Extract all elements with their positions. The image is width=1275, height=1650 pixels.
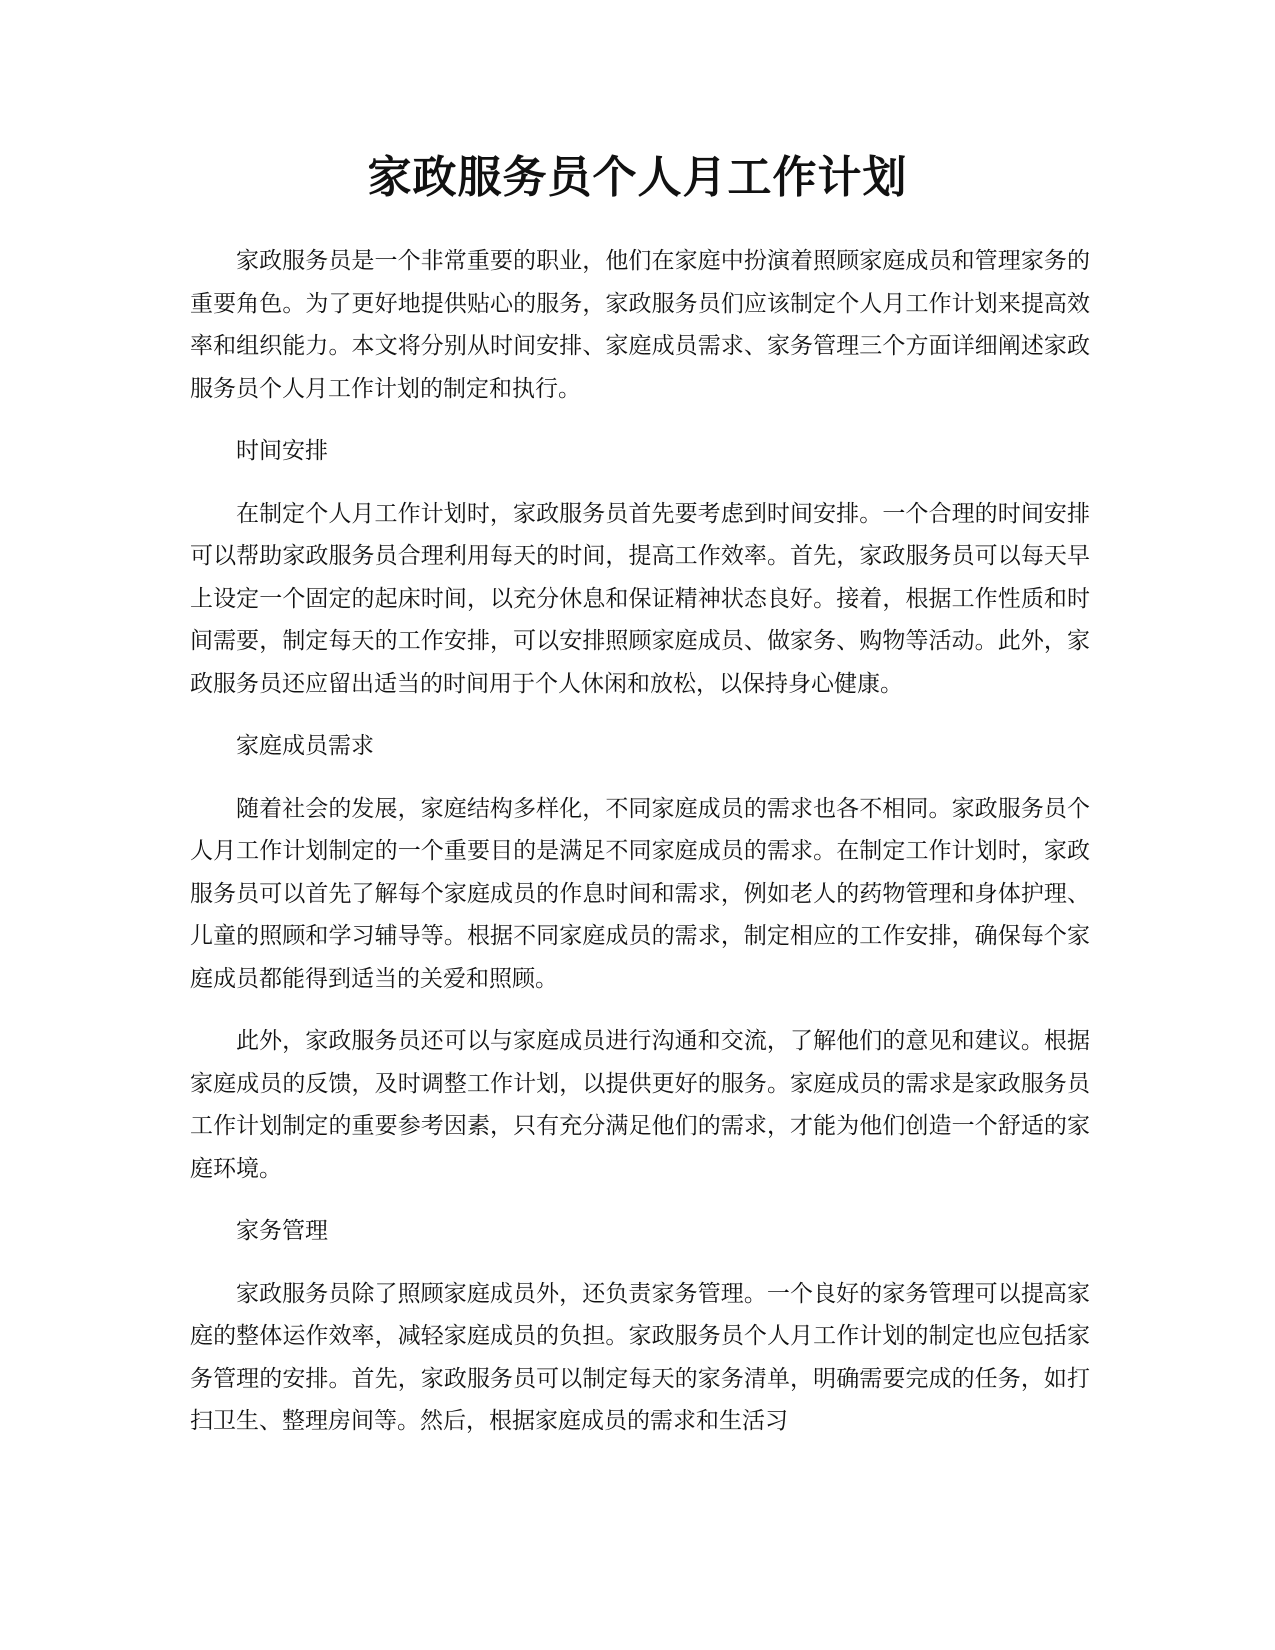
- section-time-paragraph: 在制定个人月工作计划时，家政服务员首先要考虑到时间安排。一个合理的时间安排可以帮助家政服务员合理利用每天的时间，提高工作效率。首先，家政服务员可以每天早上设定一个固定的起床时间，以充分休息和保证精神状态良好。接着，根据工作性质和时间需要，制定每天的工作安排，可以安排照顾家庭成员、做家务、购物等活动。此外，家政服务员还应留出适当的时间用于个人休闲和放松，以保持身心健康。: [190, 500, 1090, 697]
- section-family-needs-paragraph-1: 随着社会的发展，家庭结构多样化，不同家庭成员的需求也各不相同。家政服务员个人月工作计划制定的一个重要目的是满足不同家庭成员的需求。在制定工作计划时，家政服务员可以首先了解每个家庭成员的作息时间和需求，例如老人的药物管理和身体护理、儿童的照顾和学习辅导等。根据不同家庭成员的需求，制定相应的工作安排，确保每个家庭成员都能得到适当的关爱和照顾。: [190, 795, 1090, 992]
- document-body: [190, 240, 1090, 1463]
- section-heading-family-needs: 家庭成员需求: [236, 733, 374, 759]
- section-heading-time: 时间安排: [236, 438, 328, 464]
- section-family-needs-paragraph-2: 此外，家政服务员还可以与家庭成员进行沟通和交流，了解他们的意见和建议。根据家庭成员的反馈，及时调整工作计划，以提供更好的服务。家庭成员的需求是家政服务员工作计划制定的重要参考因素，只有充分满足他们的需求，才能为他们创造一个舒适的家庭环境。: [190, 1028, 1090, 1182]
- document-title: 家政服务员个人月工作计划: [367, 152, 908, 203]
- intro-paragraph: 家政服务员是一个非常重要的职业，他们在家庭中扮演着照顾家庭成员和管理家务的重要角色。为了更好地提供贴心的服务，家政服务员们应该制定个人月工作计划来提高效率和组织能力。本文将分别从时间安排、家庭成员需求、家务管理三个方面详细阐述家政服务员个人月工作计划的制定和执行。: [190, 248, 1090, 402]
- section-heading-housework: 家务管理: [236, 1218, 328, 1244]
- section-housework-paragraph: 家政服务员除了照顾家庭成员外，还负责家务管理。一个良好的家务管理可以提高家庭的整体运作效率，减轻家庭成员的负担。家政服务员个人月工作计划的制定也应包括家务管理的安排。首先，家政服务员可以制定每天的家务清单，明确需要完成的任务，如打扫卫生、整理房间等。然后，根据家庭成员的需求和生活习: [190, 1280, 1090, 1434]
